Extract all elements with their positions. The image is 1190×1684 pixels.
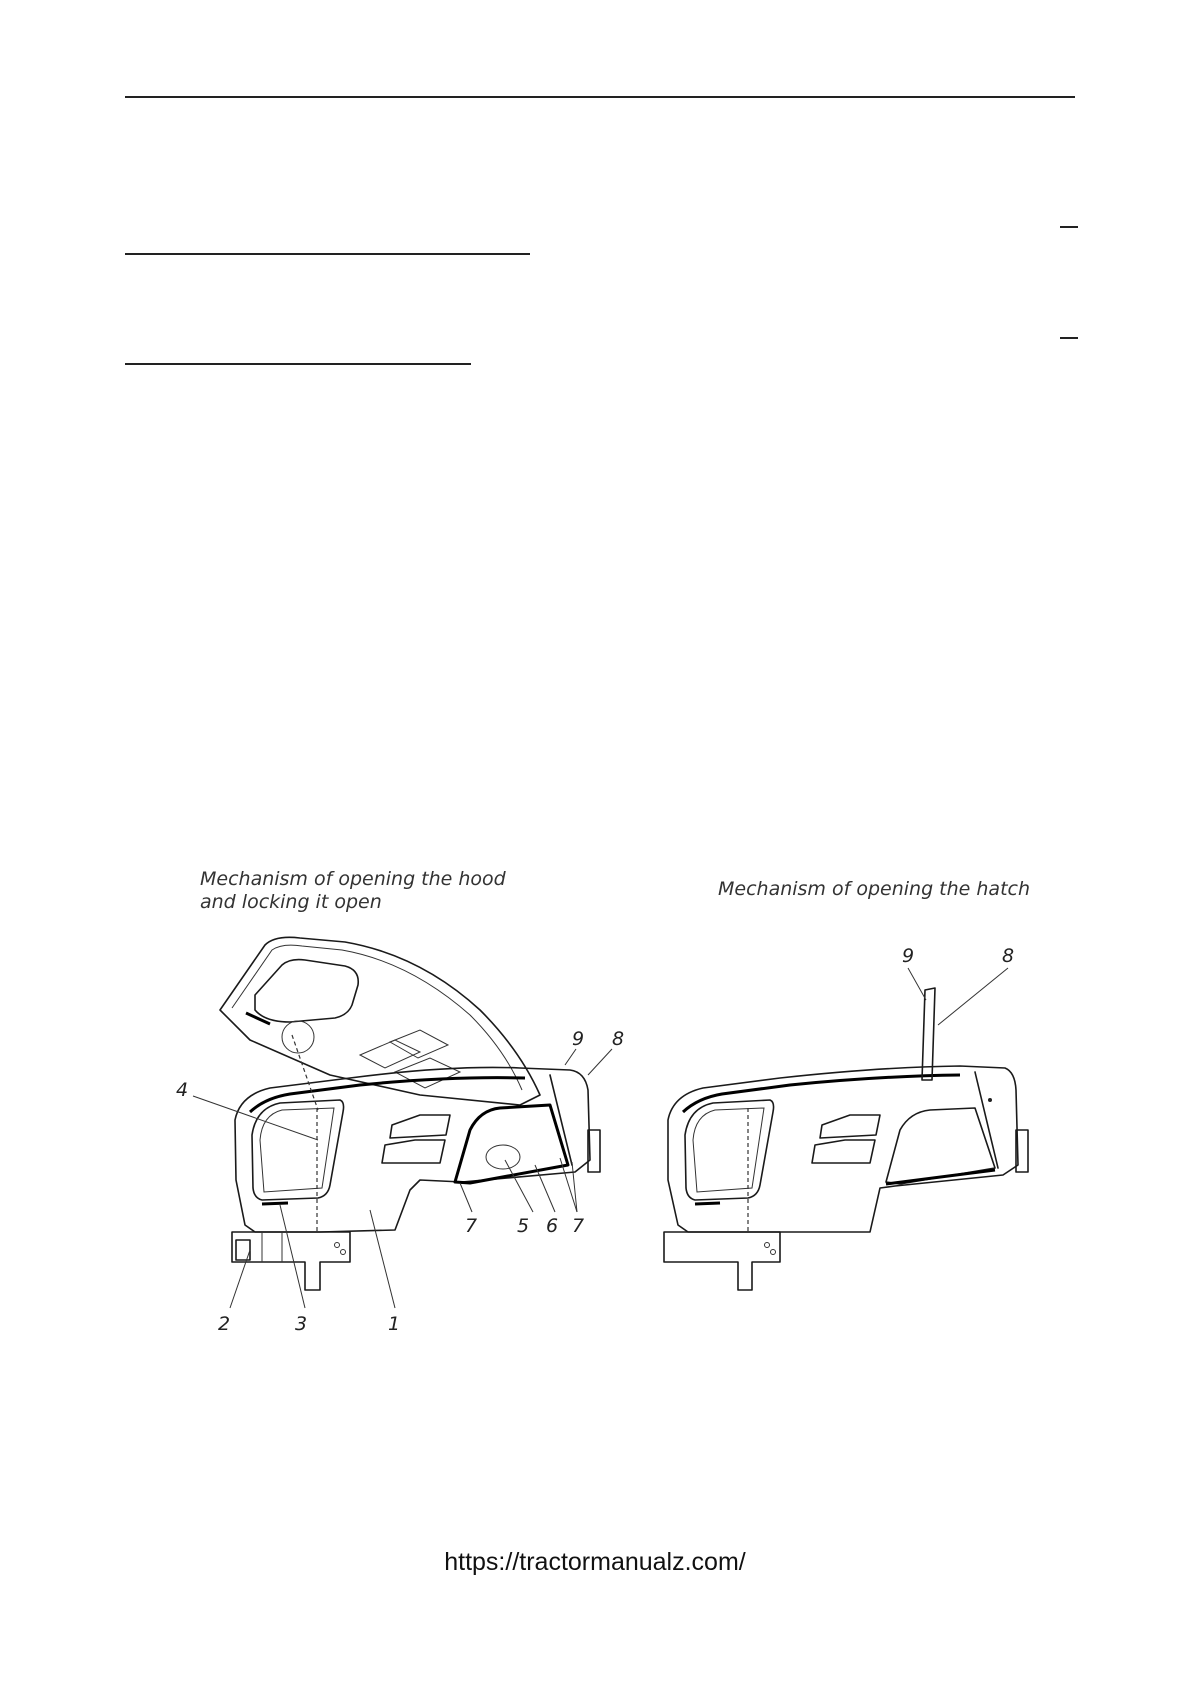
leader-8-right [938, 968, 1008, 1025]
leader-2 [230, 1250, 250, 1308]
lock-handle-right [695, 1203, 720, 1204]
leader-1 [370, 1210, 395, 1308]
rear-panel-dot [988, 1098, 992, 1102]
raised-hood-outline [220, 937, 540, 1105]
raised-hood-window [255, 960, 358, 1022]
raised-hood-vent-2 [390, 1030, 448, 1058]
hood-caption-line2: and locking it open [200, 891, 382, 913]
hood-caption-line1: Mechanism of opening the hood [200, 868, 506, 890]
callout-1: 1 [388, 1313, 401, 1335]
frame-bolt-2 [341, 1250, 346, 1255]
lock-handle [262, 1203, 288, 1204]
front-grille-inner-right [693, 1108, 764, 1192]
stay-rod-dashed [292, 1035, 318, 1110]
callout-9: 9 [572, 1028, 585, 1050]
callout-7b: 7 [572, 1215, 585, 1237]
callout-8-right: 8 [1002, 945, 1015, 967]
side-vent-1 [390, 1115, 450, 1138]
callout-8: 8 [612, 1028, 625, 1050]
lower-frame-right [664, 1232, 780, 1290]
callout-2: 2 [218, 1313, 231, 1335]
hood-top-edge-right [683, 1075, 960, 1112]
leader-7a [460, 1183, 472, 1212]
callout-5: 5 [517, 1215, 530, 1237]
hatch-mechanism-caption: Mechanism of opening the hatch [718, 878, 1031, 900]
callout-6: 6 [546, 1215, 559, 1237]
callout-3: 3 [295, 1313, 308, 1335]
side-vent-2 [382, 1140, 445, 1163]
frame-bolt-right-1 [765, 1243, 770, 1248]
leader-9-right [908, 968, 926, 1000]
hood-top-edge [250, 1078, 525, 1112]
leader-3 [280, 1205, 305, 1308]
front-grille-opening-right [685, 1100, 774, 1200]
leader-9 [565, 1049, 576, 1065]
hinge-detail-circle [282, 1021, 314, 1053]
leader-5 [505, 1160, 533, 1212]
hood-open-drawing [176, 937, 624, 1335]
callout-4: 4 [176, 1079, 189, 1101]
callout-9-right: 9 [902, 945, 915, 967]
hood-body-outline-right [668, 1066, 1018, 1232]
front-grille-inner [260, 1108, 334, 1192]
hatch-oval-cover [486, 1145, 520, 1169]
front-grille-opening [252, 1100, 344, 1200]
hood-body-outline [235, 1067, 590, 1232]
footer-url[interactable]: https://tractormanualz.com/ [444, 1548, 746, 1576]
leader-6 [535, 1165, 555, 1212]
raised-hood-vent-3 [395, 1058, 460, 1088]
side-vent-2-right [812, 1140, 875, 1163]
frame-bolt-1 [335, 1243, 340, 1248]
callout-7a: 7 [465, 1215, 478, 1237]
side-vent-1-right [820, 1115, 880, 1138]
leader-8 [588, 1049, 612, 1075]
hatch-open-drawing [664, 945, 1028, 1290]
frame-bolt-right-2 [771, 1250, 776, 1255]
